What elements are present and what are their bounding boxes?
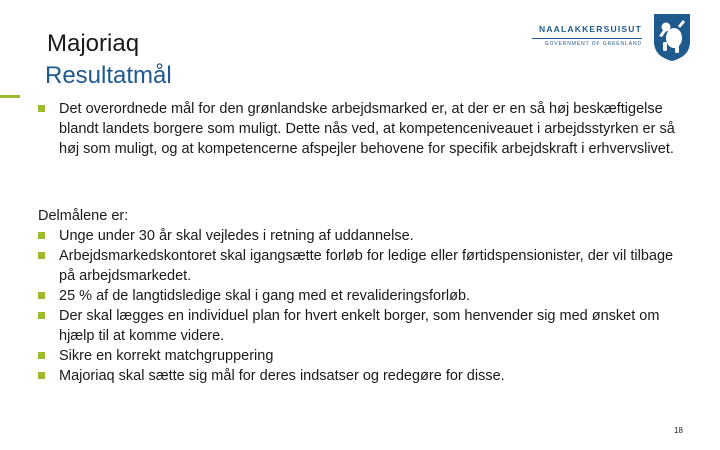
intro-section bbox=[38, 99, 678, 159]
logo-name: NAALAKKERSUISUT bbox=[539, 24, 642, 34]
page-number: 18 bbox=[674, 426, 683, 435]
list-item bbox=[38, 226, 678, 246]
list-item-text: Det overordnede mål for den grønlandske arbejdsmarked er, at der er en så høj beskæftigelse blandt landets borgere som muligt. Dette nås ved, at kompetenceniveauet i arbejdsstyrken er så høj som muligt, og at kompetencerne afspejler behovene for specifik arbejdskraft i erhvervslivet. bbox=[59, 101, 675, 157]
logo-divider bbox=[532, 38, 642, 39]
subgoals-heading: Delmålene er: bbox=[38, 208, 129, 224]
square-bullet-icon bbox=[38, 292, 45, 299]
subgoals-section bbox=[38, 206, 678, 386]
list-item-text: Arbejdsmarkedskontoret skal igangsætte forløb for ledige eller førtidspensionister, der vil tilbage på arbejdsmarkedet. bbox=[59, 248, 674, 284]
greenland-emblem-icon bbox=[652, 12, 692, 62]
logo-subtitle: GOVERNMENT OF GREENLAND bbox=[544, 41, 642, 47]
list-item-text: Sikre en korrekt matchgruppering bbox=[59, 348, 274, 364]
list-item bbox=[38, 366, 678, 386]
logo-wordmark bbox=[532, 24, 642, 48]
square-bullet-icon bbox=[38, 372, 45, 379]
accent-bar bbox=[0, 95, 20, 98]
list-item bbox=[38, 246, 678, 286]
list-item bbox=[38, 346, 678, 366]
list-item-text: Der skal lægges en individuel plan for hvert enkelt borger, som henvender sig med ønsket om hjælp til at komme videre. bbox=[59, 308, 660, 344]
square-bullet-icon bbox=[38, 252, 45, 259]
list-item bbox=[38, 99, 678, 159]
slide-title: Majoriaq bbox=[47, 30, 140, 57]
subgoals-list bbox=[38, 226, 678, 386]
list-item bbox=[38, 306, 678, 346]
square-bullet-icon bbox=[38, 105, 45, 112]
list-item-text: Unge under 30 år skal vejledes i retning af uddannelse. bbox=[59, 228, 414, 244]
square-bullet-icon bbox=[38, 232, 45, 239]
list-item-text: Majoriaq skal sætte sig mål for deres indsatser og redegøre for disse. bbox=[59, 368, 505, 384]
square-bullet-icon bbox=[38, 352, 45, 359]
list-item-text: 25 % af de langtidsledige skal i gang med et revalideringsforløb. bbox=[59, 288, 471, 304]
slide-subtitle: Resultatmål bbox=[45, 62, 172, 89]
square-bullet-icon bbox=[38, 312, 45, 319]
intro-list bbox=[38, 99, 678, 159]
list-item bbox=[38, 286, 678, 306]
